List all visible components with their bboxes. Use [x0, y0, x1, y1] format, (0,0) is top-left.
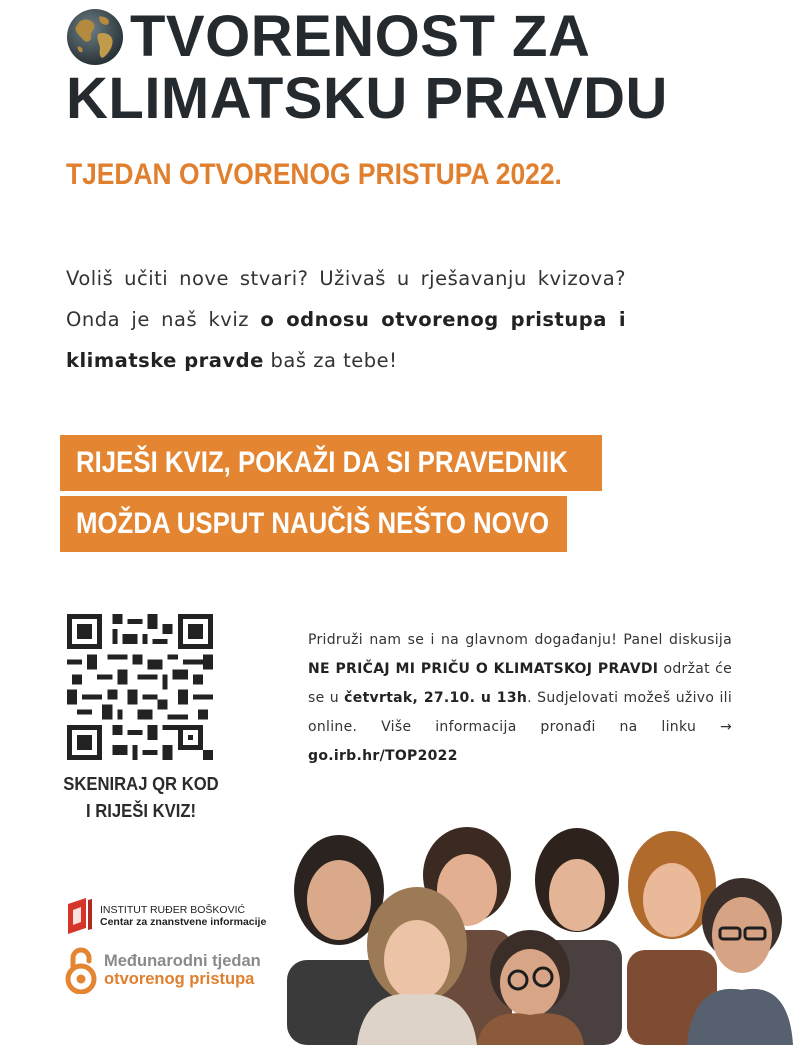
poster-title [66, 6, 668, 130]
oa-logo-line-1: Međunarodni tjedan [104, 952, 261, 970]
irb-mark-icon [68, 898, 92, 934]
event-link[interactable]: go.irb.hr/TOP2022 [308, 748, 458, 764]
intro-line-1: Voliš učiti nove stvari? Uživaš u rješavanju kvizova? [66, 267, 626, 290]
banner-learn-something [60, 496, 567, 552]
oa-logo-line-2: otvorenog pristupa [104, 970, 255, 988]
event-text-3: . Sudjelovati možeš uživo ili online. Više informacija pronađi na linku [308, 690, 733, 735]
panel-name: NE PRIČAJ MI PRIČU O KLIMATSKOJ PRAVDI [308, 661, 659, 677]
qr-caption-line-2: I RIJEŠI KVIZ! [85, 800, 197, 821]
irb-logo [68, 898, 266, 934]
irb-logo-line-2: Centar za znanstvene informacije [100, 916, 267, 928]
qr-caption [50, 770, 232, 824]
panelists-photo-collage [262, 820, 793, 1045]
banner-solve-quiz-text: RIJEŠI KVIZ, POKAŽI DA SI PRAVEDNIK [76, 446, 568, 479]
globe-icon [66, 8, 124, 66]
intro-text-post: baš za tebe! [263, 349, 398, 372]
intro-text-bold: o odnosu otvorenog pristupa i klimatske pravde [66, 308, 626, 372]
event-text-1: Pridruži nam se i na glavnom događanju! Panel diskusija [308, 632, 732, 648]
intro-paragraph [66, 258, 626, 381]
title-line-2: KLIMATSKU PRAVDU [66, 66, 668, 131]
banner-solve-quiz [60, 435, 602, 491]
title-line-1-text: TVORENOST ZA [130, 4, 591, 69]
title-line-1 [66, 6, 668, 68]
banner-learn-something-text: MOŽDA USPUT NAUČIŠ NEŠTO NOVO [76, 507, 550, 540]
poster-subtitle: TJEDAN OTVORENOG PRISTUPA 2022. [66, 158, 562, 191]
open-access-week-logo [64, 946, 261, 994]
qr-code[interactable] [67, 614, 213, 760]
irb-logo-line-1: INSTITUT RUĐER BOŠKOVIĆ [100, 904, 246, 916]
event-date: četvrtak, 27.10. u 13h [344, 690, 528, 706]
arrow-right-icon: → [719, 719, 732, 735]
open-access-lock-icon [64, 946, 98, 994]
event-text-2: održat će se u [308, 661, 732, 706]
event-paragraph [308, 626, 732, 771]
intro-text-pre: Onda je naš kviz [66, 308, 261, 331]
qr-caption-line-1: SKENIRAJ QR KOD [63, 773, 219, 794]
